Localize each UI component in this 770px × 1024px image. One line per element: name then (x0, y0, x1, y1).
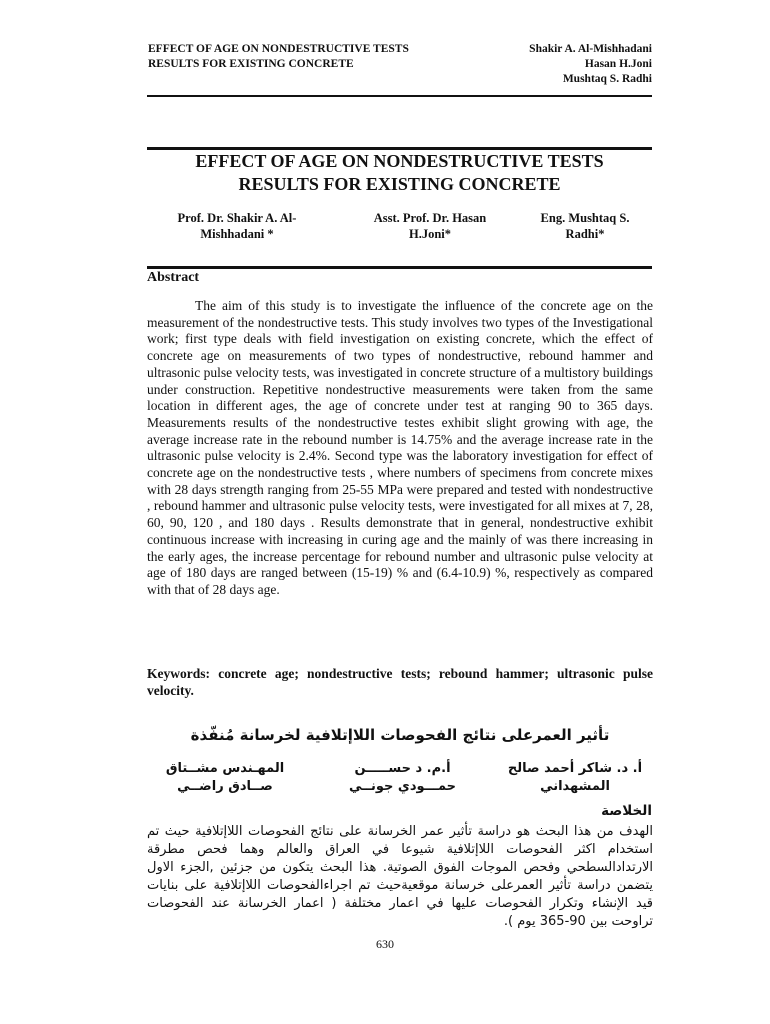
author-3 (525, 210, 645, 242)
running-header-left-line: RESULTS FOR EXISTING CONCRETE (148, 58, 354, 70)
keywords (147, 666, 653, 699)
author-name-line: Asst. Prof. Dr. Hasan (373, 211, 487, 225)
keywords-label: Keywords: (147, 666, 210, 681)
paper-title-line: EFFECT OF AGE ON NONDESTRUCTIVE TESTS (195, 151, 604, 171)
keywords-text: concrete age; nondestructive tests; rebound hammer; ultrasonic pulse velocity. (147, 666, 654, 698)
paper-title-line: RESULTS FOR EXISTING CONCRETE (238, 174, 561, 194)
paper-title (147, 150, 652, 196)
author-name-line: Eng. Mushtaq S. (540, 211, 630, 225)
arabic-author-2 (335, 760, 470, 796)
arabic-author-line: المهـندس مشــتاق (165, 761, 285, 776)
author-name-line: Prof. Dr. Shakir A. Al- (177, 211, 297, 225)
author-name-line: Mishhadani * (200, 227, 274, 241)
running-header-left (148, 42, 409, 72)
abstract-body: The aim of this study is to investigate the influence of the concrete age on the measurement of the nondestructive tests. This study involves two types of the Investigational work; first type deals with field investigation on existing concrete, which the effect of concrete age on measurements of two types of nondestructive, rebound hammer and ultrasonic pulse velocity tests, was investigated in concrete structure of a multistory buildings under construction. Repetitive nondestructive measurements were taken from the same location in different ages, the age of concrete under test at ranging 90 to 365 days. Measurements results of the nondestructive testes exhibit slight growing with age, the average increase rate in the rebound number is 14.75% and the average increase rate in the ultrasonic pulse velocity is 2.4%. Second type was the laboratory investigation for effect of concrete age on the nondestructive tests , where numbers of specimens from concrete mixes with 28 days strength ranging from 25-55 MPa were prepared and tested with nondestructive , rebound hammer and ultrasonic pulse velocity tests, were investigated for all mixes at 7, 28, 60, 90, 120 , and 180 days . Results demonstrate that in general, nondestructive exhibit continuous increase with increasing in curing age and the mainly of was there increasing in the early ages, the increase percentage for rebound number and ultrasonic pulse velocity at age of 180 days are ranged between (15-19) % and (6.4-10.9) %, respectively as compared with that of 28 days age. (147, 298, 653, 597)
abstract-heading: Abstract (147, 270, 200, 285)
arabic-abstract-heading: الخلاصة (601, 803, 652, 819)
arabic-abstract-body: الهدف من هذا البحث هو دراسة تأثير عمر الخرسانة على نتائج الفحوصات اللاإتلافية حيث تم استخدام اكثر الفحوصات اللاإتلافية شيوعا في العراق والعالم وهما فحص مطرقة الارتدادالسطحي وفحص الموجات الفوق الصوتية. هذا البحث يتكون من جزئين ,الجزء الاول يتضمن دراسة تأثير العمرعلى خرسانة موقعيةحيث تم اجراءالفحوصات اللاإتلافية على بنايات قيد الإنشاء وتكرار الفحوصات عليها في اعمار مختلفة ( اعمار الخرسانة عند الفحوصات تراوحت بين 90-365 يوم ). (147, 824, 653, 929)
author-1 (157, 210, 317, 242)
arabic-author-line: أ.م. د حســـــن (354, 761, 451, 776)
page-number: 630 (376, 937, 394, 951)
arabic-author-line: المشهداني (540, 779, 610, 794)
arabic-author-line: صــادق راضــي (177, 779, 273, 794)
header-divider (147, 95, 652, 97)
author-name-line: Radhi* (565, 227, 605, 241)
author-2 (355, 210, 505, 242)
author-name-line: H.Joni* (408, 227, 452, 241)
arabic-author-line: حمـــودي جونــي (348, 779, 457, 794)
arabic-author-3 (150, 760, 300, 796)
arabic-title: تأثير العمرعلى نتائج الفحوصات اللاإتلافية لخرسانة مُنفّذة (190, 726, 610, 744)
running-header-author: Shakir A. Al-Mishhadani (529, 43, 652, 55)
arabic-author-line: أ. د. شاكر أحمد صالح (507, 761, 643, 776)
arabic-author-1 (500, 760, 650, 796)
running-header-left-line: EFFECT OF AGE ON NONDESTRUCTIVE TESTS (148, 43, 409, 55)
running-header-right (529, 42, 652, 87)
running-header-author: Hasan H.Joni (584, 58, 652, 70)
authors-bottom-rule (147, 266, 652, 269)
running-header-author: Mushtaq S. Radhi (562, 73, 652, 85)
